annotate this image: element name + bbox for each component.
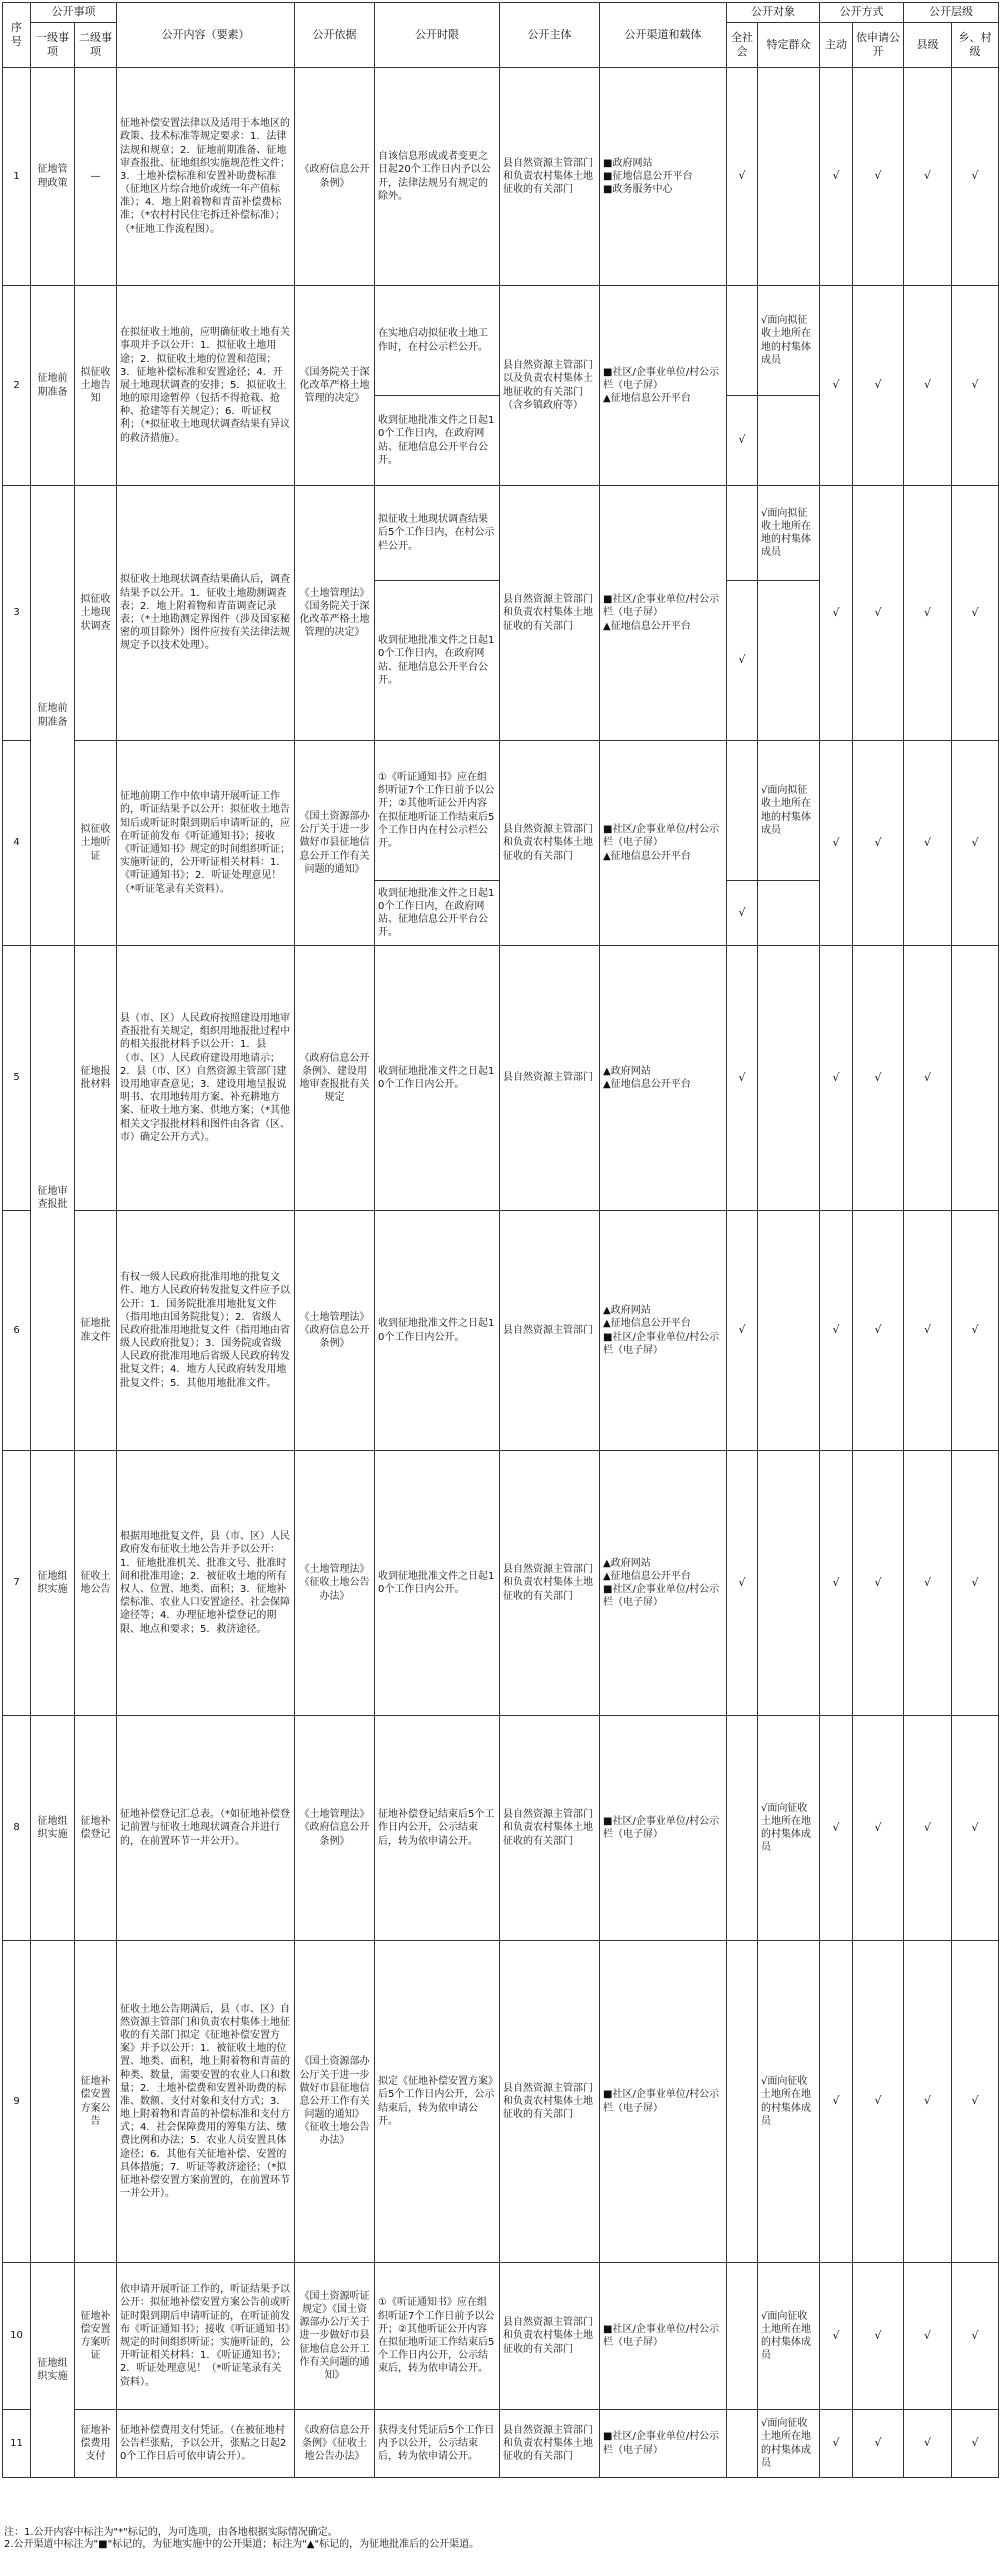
channel-cell: ▲政府网站 ▲征地信息公开平台 ■社区/企事业单位/村公示栏（电子屏）	[600, 1211, 727, 1451]
basis-cell: 《政府信息公开条例》、建设用地审查报批有关规定	[295, 946, 375, 1211]
content-cell: 依申请开展听证工作的，听证结果予以公开：拟征地补偿安置方案公告前或听证时限到期后申请听证的，在听证前发布《听证通知书》；接收《听证通知书》规定的时间组织听证；实施听证的，公开听证相关材料：1．《听证通知书》；2．听证处理意见！（*听证笔录有关资料）。	[117, 2263, 295, 2410]
header-channel: 公开渠道和载体	[600, 3, 727, 68]
level1-cell: 征地前期准备	[31, 486, 75, 946]
check-mark: √	[952, 486, 999, 741]
time-cell: 收到征地批准文件之日起10个工作日内，在政府网站、征地信息公开平台公开。	[375, 881, 500, 946]
disclosure-table	[2, 2, 999, 2478]
check-mark: √	[904, 2263, 952, 2410]
whole-society-cell	[727, 741, 758, 881]
check-mark: √	[904, 286, 952, 486]
footnotes	[4, 2527, 994, 2551]
specific-cell: √面向拟征收土地所在地的村集体成员	[758, 286, 820, 396]
row-no: 2	[3, 286, 31, 486]
check-mark: √	[853, 486, 904, 741]
time-cell: 收到征地批准文件之日起10个工作日内公开。	[375, 1451, 500, 1716]
channel-cell: ■社区/企事业单位/村公示栏（电子屏） ▲征地信息公开平台	[600, 741, 727, 946]
basis-cell: 《政府信息公开条例》	[295, 68, 375, 286]
channel-cell: ▲政府网站 ▲征地信息公开平台 ■社区/企事业单位/村公示栏（电子屏）	[600, 1451, 727, 1716]
table-row	[3, 286, 999, 396]
table-row	[3, 486, 999, 581]
check-mark: √	[904, 1211, 952, 1451]
basis-cell: 《国土资源部办公厅关于进一步做好市县征地信息公开工作有关问题的通知》	[295, 741, 375, 946]
time-cell: 获得支付凭证后5个工作日内予以公开，公示结束后，转为依申请公开。	[375, 2410, 500, 2478]
check-mark: √	[727, 1211, 758, 1451]
specific-cell	[758, 881, 820, 946]
time-cell: 自该信息形成或者变更之日起20个工作日内予以公开，法律法规另有规定的除外。	[375, 68, 500, 286]
check-mark: √	[952, 286, 999, 486]
header-level2: 二级事项	[75, 23, 117, 68]
content-cell: 拟征收土地现状调查结果确认后，调查结果予以公开。1．征收土地勘测调查表；2．地上附着物和青苗调查记录表；（*土地勘测定界图件（涉及国家秘密的项目除外）图件应按有关法律法规规定予以技术处理）。	[117, 486, 295, 741]
table-row	[3, 1941, 999, 2263]
row-no: 3	[3, 486, 31, 741]
level1-cell: 征地前期准备	[31, 286, 75, 486]
check-mark: √	[727, 581, 758, 741]
check-mark: √	[853, 1716, 904, 1941]
basis-cell: 《国土资源听证规定》《国土资源部办公厅关于进一步做好市县征地信息公开工作有关问题的通知》	[295, 2263, 375, 2410]
specific-cell: √面向拟征收土地所在地的村集体成员	[758, 741, 820, 881]
check-mark: √	[904, 946, 952, 1211]
check-mark: √	[952, 2263, 999, 2410]
specific-cell	[758, 68, 820, 286]
time-cell: 在实地启动拟征收土地工作时，在村公示栏公开。	[375, 286, 500, 396]
subject-cell: 县自然资源主管部门和负责农村集体土地征收的有关部门	[500, 741, 600, 946]
basis-cell: 《国务院关于深化改革严格土地管理的决定》	[295, 286, 375, 486]
check-mark: √	[820, 946, 853, 1211]
header-whole-society: 全社会	[727, 23, 758, 68]
level1-cell: 征地组织实施	[31, 1451, 75, 1716]
level2-cell: 征地补偿安置方案听证	[75, 2263, 117, 2410]
check-mark: √	[727, 396, 758, 486]
specific-cell	[758, 1211, 820, 1451]
header-basis: 公开依据	[295, 3, 375, 68]
table-row	[3, 1451, 999, 1716]
header-level1: 一级事项	[31, 23, 75, 68]
table-row	[3, 741, 999, 881]
content-cell: 县（市、区）人民政府按照建设用地审查报批有关规定，组织用地报批过程中的相关报批材料予以公开：1．县（市、区）人民政府建设用地请示；2．县（市、区）自然资源主管部门建设用地审查意见；3．建设用地呈报说明书、农用地转用方案、补充耕地方案、征收土地方案、供地方案；（*其他相关文字报批材料和图件由各省（区、市）确定公开方式）。	[117, 946, 295, 1211]
level1-cell: 征地组织实施	[31, 2263, 75, 2478]
subject-cell: 县自然资源主管部门和负责农村集体土地征收的有关部门	[500, 1941, 600, 2263]
basis-cell: 《国土资源部办公厅关于进一步做好市县征地信息公开工作有关问题的通知》《征收土地公告办法》	[295, 1941, 375, 2263]
check-mark: √	[853, 2263, 904, 2410]
check-mark: √	[820, 1211, 853, 1451]
check-mark: √	[904, 1451, 952, 1716]
check-mark: √	[853, 1451, 904, 1716]
check-mark: √	[820, 2410, 853, 2478]
content-cell: 征地补偿费用支付凭证。（在被征地村公告栏张贴，予以公开，张贴之日起20个工作日后可依申请公开）。	[117, 2410, 295, 2478]
specific-cell	[758, 396, 820, 486]
subject-cell: 县自然资源主管部门	[500, 946, 600, 1211]
row-no: 9	[3, 1941, 31, 2263]
check-mark: √	[820, 1941, 853, 2263]
check-mark: √	[904, 741, 952, 946]
time-cell: ①《听证通知书》应在组织听证7个工作日前予以公开；②其他听证公开内容在拟征地听证工作结束后5个工作日内公开，公示结束后，转为依申请公开。	[375, 2263, 500, 2410]
specific-cell	[758, 1451, 820, 1716]
specific-cell: √面向征收土地所在地的村集体成员	[758, 2410, 820, 2478]
check-mark: √	[904, 1941, 952, 2263]
time-cell: 收到征地批准文件之日起10个工作日内公开。	[375, 1211, 500, 1451]
time-cell: 拟定《征地补偿安置方案》后5个工作日内公开，公示结束后，转为依申请公开。	[375, 1941, 500, 2263]
subject-cell: 县自然资源主管部门和负责农村集体土地征收的有关部门	[500, 1451, 600, 1716]
row-no: 7	[3, 1451, 31, 1716]
channel-cell: ■社区/企事业单位/村公示栏（电子屏）	[600, 1941, 727, 2263]
check-mark: √	[904, 486, 952, 741]
check-mark: √	[904, 68, 952, 286]
level1-cell: 征地管理政策	[31, 68, 75, 286]
whole-society-cell	[727, 2410, 758, 2478]
check-mark: √	[853, 2410, 904, 2478]
check-mark: √	[952, 1211, 999, 1451]
channel-cell: ■社区/企事业单位/村公示栏（电子屏）	[600, 2263, 727, 2410]
check-mark: √	[853, 68, 904, 286]
time-cell: 收到征地批准文件之日起10个工作日内，在政府网站、征地信息公开平台公开。	[375, 581, 500, 741]
header-target-group: 公开对象	[727, 3, 820, 23]
content-cell: 在拟征收土地前，应明确征收土地有关事项并予以公开：1．拟征收土地用途；2．拟征收土地的位置和范围；3．征地补偿标准和安置途径；4．开展土地现状调查的安排；5．拟征收土地的原用途暂停（包括不得抢栽、抢种、抢建等有关规定）；6．听证权利；（*拟征收土地现状调查结果有异议的救济措施）。	[117, 286, 295, 486]
subject-cell: 县自然资源主管部门和负责农村集体土地征收的有关部门	[500, 2263, 600, 2410]
whole-society-cell	[727, 1941, 758, 2263]
subject-cell: 县自然资源主管部门	[500, 1211, 600, 1451]
specific-cell: √面向征收土地所在地的村集体成员	[758, 1941, 820, 2263]
check-mark: √	[952, 1716, 999, 1941]
basis-cell: 《政府信息公开条例》《征收土地公告办法》	[295, 2410, 375, 2478]
level2-cell: 拟征收土地告知	[75, 286, 117, 486]
whole-society-cell	[727, 1716, 758, 1941]
check-mark: √	[952, 2410, 999, 2478]
channel-cell: ■社区/企事业单位/村公示栏（电子屏） ▲征地信息公开平台	[600, 286, 727, 486]
specific-cell: √面向征收土地所在地的村集体成员	[758, 1716, 820, 1941]
check-mark: √	[820, 486, 853, 741]
check-mark: √	[853, 741, 904, 946]
check-mark: √	[727, 881, 758, 946]
level1-cell: 征地组织实施	[31, 1716, 75, 1941]
content-cell: 征地补偿安置法律以及适用于本地区的政策、技术标准等规定要求：1．法律法规和规章；2．征地前期准备、征地审查报批、征地组织实施规范性文件；3．土地补偿标准和安置补助费标准（征地区片综合地价或统一年产值标准）；4．地上附着物和青苗补偿费标准；（*农村村民住宅拆迁补偿标准）；（*征地工作流程图）。	[117, 68, 295, 286]
whole-society-cell	[727, 286, 758, 396]
channel-cell: ■政府网站 ■征地信息公开平台 ■政务服务中心	[600, 68, 727, 286]
header-time-limit: 公开时限	[375, 3, 500, 68]
check-mark: √	[952, 1941, 999, 2263]
table-row	[3, 946, 999, 1211]
level2-cell: 征地补偿登记	[75, 1716, 117, 1941]
header-township: 乡、村级	[952, 23, 999, 68]
channel-cell: ■社区/企事业单位/村公示栏（电子屏）	[600, 2410, 727, 2478]
check-mark: √	[820, 1451, 853, 1716]
check-mark: √	[853, 1211, 904, 1451]
specific-cell: √面向拟征收土地所在地的村集体成员	[758, 486, 820, 581]
whole-society-cell	[727, 2263, 758, 2410]
channel-cell: ▲政府网站 ▲征地信息公开平台	[600, 946, 727, 1211]
township-cell	[952, 946, 999, 1211]
check-mark: √	[820, 741, 853, 946]
level1-cell: 征地审查报批	[31, 946, 75, 1451]
whole-society-cell	[727, 486, 758, 581]
row-no: 5	[3, 946, 31, 1211]
check-mark: √	[727, 1451, 758, 1716]
level2-cell: 拟征收土地听证	[75, 741, 117, 946]
check-mark: √	[952, 68, 999, 286]
subject-cell: 县自然资源主管部门和负责农村集体土地征收的有关部门	[500, 68, 600, 286]
check-mark: √	[727, 68, 758, 286]
header-county: 县级	[904, 23, 952, 68]
specific-cell	[758, 581, 820, 741]
subject-cell: 县自然资源主管部门和负责农村集体土地征收的有关部门	[500, 1716, 600, 1941]
header-on-request: 依申请公开	[853, 23, 904, 68]
check-mark: √	[853, 286, 904, 486]
subject-cell: 县自然资源主管部门和负责农村集体土地征收的有关部门	[500, 2410, 600, 2478]
table-row	[3, 2410, 999, 2478]
row-no: 8	[3, 1716, 31, 1941]
check-mark: √	[820, 68, 853, 286]
header-subject: 公开主体	[500, 3, 600, 68]
basis-cell: 《土地管理法》《政府信息公开条例》	[295, 1716, 375, 1941]
basis-cell: 《土地管理法》《国务院关于深化改革严格土地管理的决定》	[295, 486, 375, 741]
time-cell: 拟征收土地现状调查结果后5个工作日内，在村公示栏公开。	[375, 486, 500, 581]
level2-cell: 征收土地公告	[75, 1451, 117, 1716]
specific-cell	[758, 946, 820, 1211]
content-cell: 有权一级人民政府批准用地的批复文件、地方人民政府转发批复文件应予以公开：1．国务院批准用地批复文件（指用地由国务院批复）；2．省级人民政府批准用地批复文件（指用地由省级人民政府批复）；3．国务院或省级人民政府批准用地后省级人民政府转发批复文件；4．地方人民政府转发用地批复文件；5．其他用地批准文件。	[117, 1211, 295, 1451]
header-content: 公开内容（要素）	[117, 3, 295, 68]
level2-cell: 拟征收土地现状调查	[75, 486, 117, 741]
basis-cell: 《土地管理法》《征收土地公告办法》	[295, 1451, 375, 1716]
content-cell: 征地前期工作中依申请开展听证工作的，听证结果予以公开：拟征收土地告知后或听证时限到期后申请听证的，应在听证前发布《听证通知书》；接收《听证通知书》规定的时间组织听证；实施听证的，公开听证相关材料：1．《听证通知书》；2．听证处理意见！（*听证笔录有关资料）。	[117, 741, 295, 946]
row-no: 6	[3, 1211, 31, 1451]
basis-cell: 《土地管理法》《政府信息公开条例》	[295, 1211, 375, 1451]
footnote-1: 注：1.公开内容中标注为"*"标记的，为可选项，由各地根据实际情况确定。	[4, 2527, 338, 2538]
header-items-group: 公开事项	[31, 3, 117, 23]
check-mark: √	[853, 946, 904, 1211]
time-cell: 征地补偿登记结束后5个工作日内公开，公示结束后，转为依申请公开。	[375, 1716, 500, 1941]
row-no: 4	[3, 741, 31, 946]
check-mark: √	[853, 1941, 904, 2263]
specific-cell: √面向征收土地所在地的村集体成员	[758, 2263, 820, 2410]
check-mark: √	[820, 2263, 853, 2410]
content-cell: 征地补偿登记汇总表。（*如征地补偿登记前置与征收土地现状调查合并进行的，在前置环节一并公开）。	[117, 1716, 295, 1941]
content-cell: 征收土地公告期满后，县（市、区）自然资源主管部门和负责农村集体土地征收的有关部门拟定《征地补偿安置方案》并予以公开：1．被征收土地的位置、地类、面积，地上附着物和青苗的种类、数量，需要安置的农业人口和数量；2．土地补偿费和安置补助费的标准、数额、支付对象和支付方式；3．地上附着物和青苗的补偿标准和支付方式；4．社会保障费用的筹集方法、缴费比例和办法；5．农业人员安置具体途径；6．其他有关征地补偿、安置的具体措施；7．听证等救济途径；（*拟征地补偿安置方案前置的，在前置环节一并公开）。	[117, 1941, 295, 2263]
check-mark: √	[727, 946, 758, 1211]
check-mark: √	[952, 1451, 999, 1716]
time-cell: ①《听证通知书》应在组织听证7个工作日前予以公开；②其他听证公开内容在拟征地听证工作结束后5个工作日内在村公示栏公开。	[375, 741, 500, 881]
table-row	[3, 2263, 999, 2410]
channel-cell: ■社区/企事业单位/村公示栏（电子屏）	[600, 1716, 727, 1941]
table-row	[3, 1211, 999, 1451]
table-row	[3, 1716, 999, 1941]
check-mark: √	[904, 2410, 952, 2478]
time-cell: 收到征地批准文件之日起10个工作日内公开。	[375, 946, 500, 1211]
row-no: 10	[3, 2263, 31, 2410]
content-cell: 根据用地批复文件，县（市、区）人民政府发布征收土地公告并予以公开：1．征地批准机关、批准文号、批准时间和批准用途；2．被征收土地的所有权人、位置、地类、面积；3．征地补偿标准、农业人口安置途径、社会保障途径等；4．办理征地补偿登记的期限、地点和要求；5．救济途径。	[117, 1451, 295, 1716]
footnote-2: 2.公开渠道中标注为"■"标记的，为征地实施中的公开渠道；标注为"▲"标记的，为征地批准后的公开渠道。	[4, 2539, 480, 2550]
subject-cell: 县自然资源主管部门以及负责农村集体土地征收的有关部门（含乡镇政府等）	[500, 286, 600, 486]
header-seq: 序号	[3, 3, 31, 68]
check-mark: √	[904, 1716, 952, 1941]
header-mode-group: 公开方式	[820, 3, 904, 23]
level1-cell	[31, 1941, 75, 2263]
level2-cell: —	[75, 68, 117, 286]
row-no: 11	[3, 2410, 31, 2478]
level2-cell: 征地补偿费用支付	[75, 2410, 117, 2478]
header-level-group: 公开层级	[904, 3, 999, 23]
time-cell: 收到征地批准文件之日起10个工作日内，在政府网站、征地信息公开平台公开。	[375, 396, 500, 486]
check-mark: √	[820, 286, 853, 486]
level2-cell: 征地补偿安置方案公告	[75, 1941, 117, 2263]
row-no: 1	[3, 68, 31, 286]
check-mark: √	[952, 741, 999, 946]
subject-cell: 县自然资源主管部门和负责农村集体土地征收的有关部门	[500, 486, 600, 741]
level2-cell: 征地批准文件	[75, 1211, 117, 1451]
header-active: 主动	[820, 23, 853, 68]
channel-cell: ■社区/企事业单位/村公示栏（电子屏） ▲征地信息公开平台	[600, 486, 727, 741]
table-row	[3, 68, 999, 286]
level2-cell: 征地报批材料	[75, 946, 117, 1211]
header-specific-group: 特定群众	[758, 23, 820, 68]
check-mark: √	[820, 1716, 853, 1941]
